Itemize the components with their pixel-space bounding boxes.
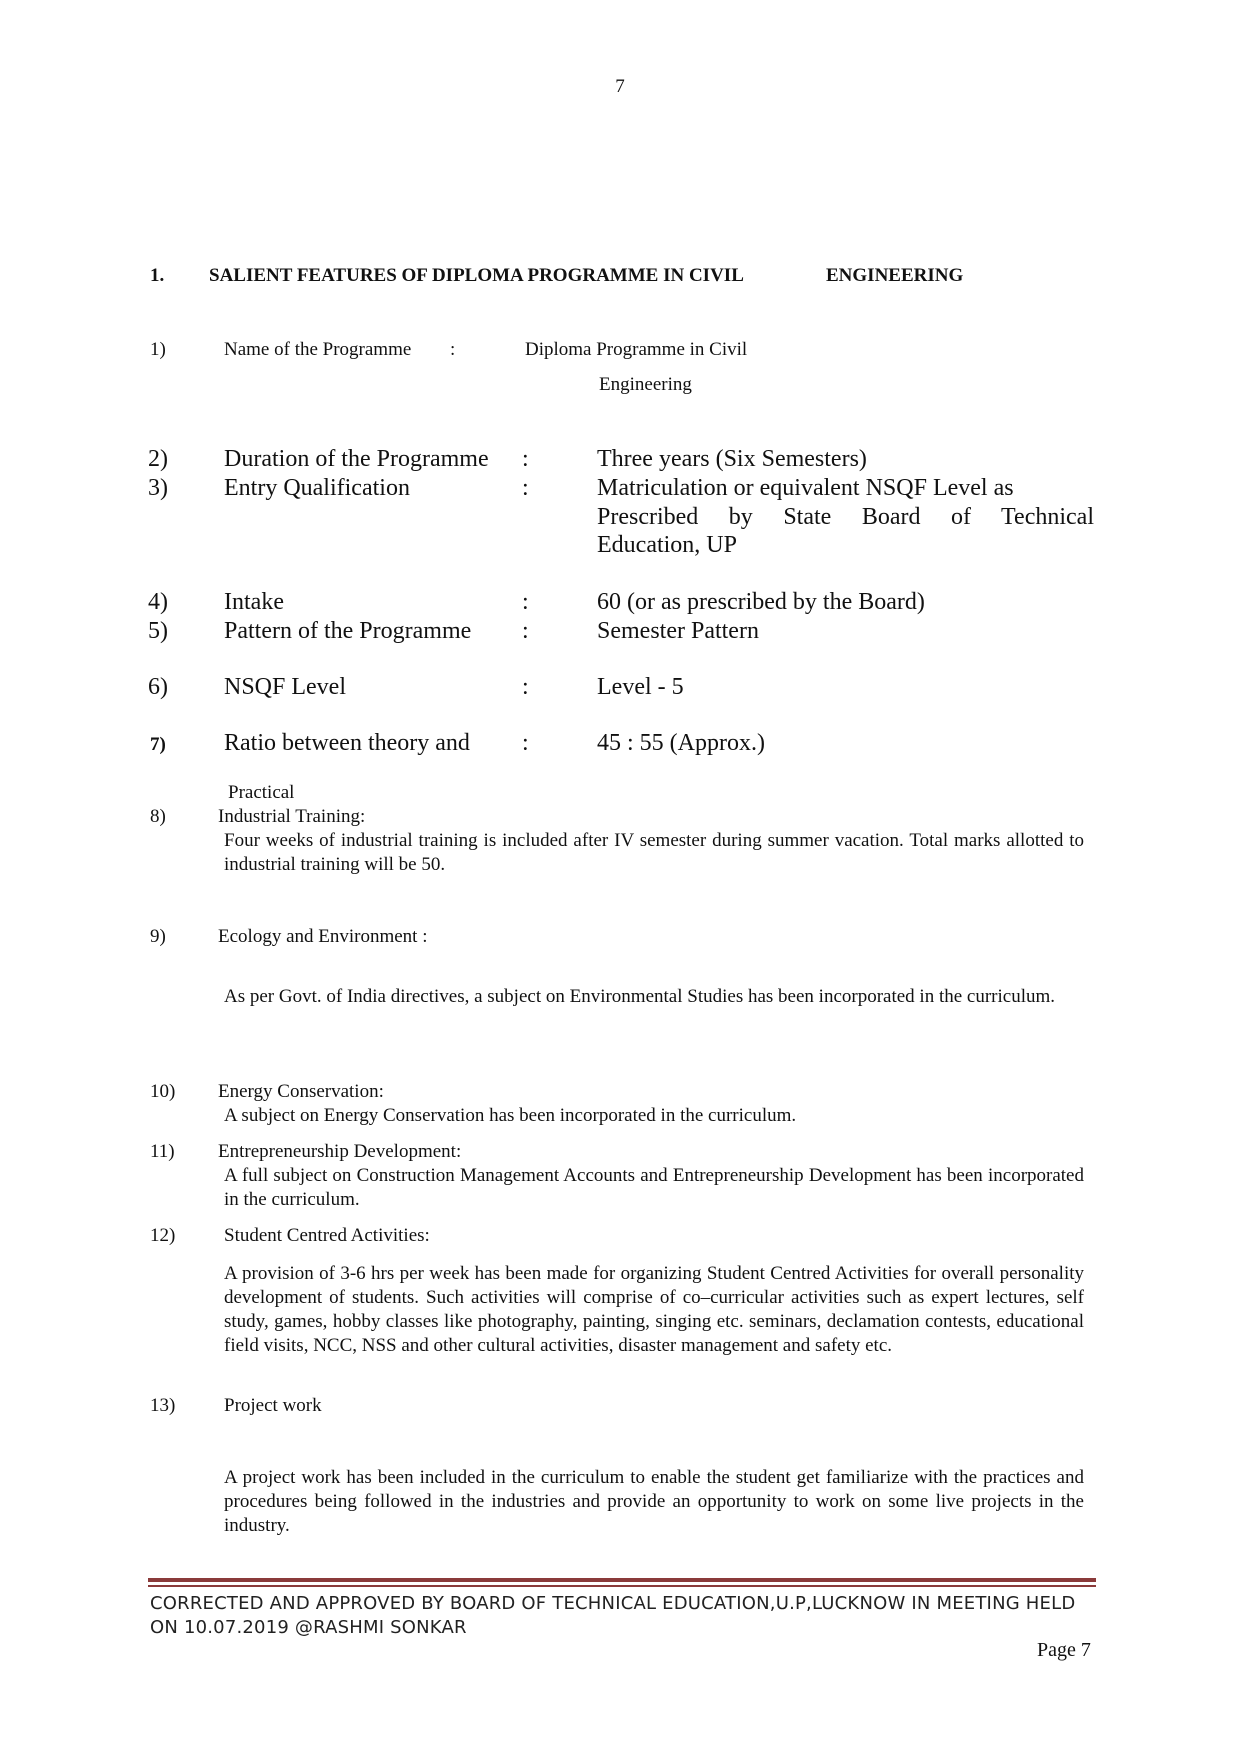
item-8-label: Industrial Training: xyxy=(218,806,366,827)
section-title-part2: ENGINEERING xyxy=(826,265,964,286)
item-4-value: 60 (or as prescribed by the Board) xyxy=(597,589,925,615)
item-3-separator: : xyxy=(522,475,529,501)
item-6-label: NSQF Level xyxy=(224,674,346,700)
item-2-separator: : xyxy=(522,446,529,472)
section-number: 1. xyxy=(150,265,165,286)
item-7-label: Ratio between theory and xyxy=(224,730,470,756)
footer-rule-thick xyxy=(148,1578,1096,1582)
item-10-number: 10) xyxy=(150,1081,176,1102)
item-12-number: 12) xyxy=(150,1225,176,1246)
item-3-value-line3: Education, UP xyxy=(597,532,737,558)
item-7-separator: : xyxy=(522,730,529,756)
footer-rule-thin xyxy=(148,1585,1096,1587)
item-11-text: A full subject on Construction Management Accounts and Entrepreneurship Development has been incorporated in the curriculum. xyxy=(224,1165,1084,1210)
item-9-label: Ecology and Environment : xyxy=(218,926,428,947)
item-8-number: 8) xyxy=(150,806,166,827)
section-title-part1: SALIENT FEATURES OF DIPLOMA PROGRAMME IN CIVIL xyxy=(209,265,744,286)
item-7-number: 7) xyxy=(150,734,166,755)
item-11-number: 11) xyxy=(150,1141,175,1162)
item-1-separator: : xyxy=(450,339,456,360)
footer-page-label: Page 7 xyxy=(1037,1639,1091,1661)
item-3-value-line2: Prescribed by State Board of Technical xyxy=(597,504,1094,530)
item-3-number: 3) xyxy=(148,475,168,501)
footer-line-1: CORRECTED AND APPROVED BY BOARD OF TECHNICAL EDUCATION,U.P,LUCKNOW IN MEETING HELD xyxy=(150,1593,1076,1614)
item-9-text: As per Govt. of India directives, a subject on Environmental Studies has been incorporated in the curriculum. xyxy=(224,986,1056,1007)
item-4-separator: : xyxy=(522,589,529,615)
item-12-text: A provision of 3-6 hrs per week has been made for organizing Student Centred Activities for overall personality development of students. Such activities will comprise of co–curricular activities such as expert lectures, self study, games, hobby classes like photography, painting, singing etc. seminars, declamation contests, educational field visits, NCC, NSS and other cultural activities, disaster management and safety etc. xyxy=(224,1263,1084,1356)
item-5-value: Semester Pattern xyxy=(597,618,759,644)
item-3-label: Entry Qualification xyxy=(224,475,410,501)
item-6-number: 6) xyxy=(148,674,168,700)
item-6-value: Level - 5 xyxy=(597,674,684,700)
item-2-number: 2) xyxy=(148,446,168,472)
item-13-label: Project work xyxy=(224,1395,322,1416)
item-1-number: 1) xyxy=(150,339,166,360)
item-13-text: A project work has been included in the curriculum to enable the student get familiarize with the practices and procedures being followed in the industries and provide an opportunity to work on some live projects in the industry. xyxy=(224,1467,1084,1536)
item-11-label: Entrepreneurship Development: xyxy=(218,1141,462,1162)
item-5-separator: : xyxy=(522,618,529,644)
top-page-number: 7 xyxy=(615,76,625,97)
item-7-label-continued: Practical xyxy=(228,782,295,803)
item-8-text: Four weeks of industrial training is included after IV semester during summer vacation. Total marks allotted to industrial training will be 50. xyxy=(224,830,1084,875)
item-1-value-line1: Diploma Programme in Civil xyxy=(525,339,748,360)
item-5-label: Pattern of the Programme xyxy=(224,618,472,644)
item-7-value: 45 : 55 (Approx.) xyxy=(597,730,765,756)
item-3-value-line1: Matriculation or equivalent NSQF Level as xyxy=(597,475,1014,501)
item-2-label: Duration of the Programme xyxy=(224,446,489,472)
item-5-number: 5) xyxy=(148,618,168,644)
item-10-label: Energy Conservation: xyxy=(218,1081,384,1102)
item-13-number: 13) xyxy=(150,1395,176,1416)
item-4-number: 4) xyxy=(148,589,168,615)
item-12-label: Student Centred Activities: xyxy=(224,1225,430,1246)
item-2-value: Three years (Six Semesters) xyxy=(597,446,867,472)
item-10-text: A subject on Energy Conservation has been incorporated in the curriculum. xyxy=(224,1105,797,1126)
item-9-number: 9) xyxy=(150,926,166,947)
footer-line-2: ON 10.07.2019 @RASHMI SONKAR xyxy=(150,1617,467,1638)
item-6-separator: : xyxy=(522,674,529,700)
item-1-label: Name of the Programme xyxy=(224,339,412,360)
footer-approval-note xyxy=(150,1592,1075,1640)
item-4-label: Intake xyxy=(224,589,284,615)
item-1-value-line2: Engineering xyxy=(599,374,692,395)
